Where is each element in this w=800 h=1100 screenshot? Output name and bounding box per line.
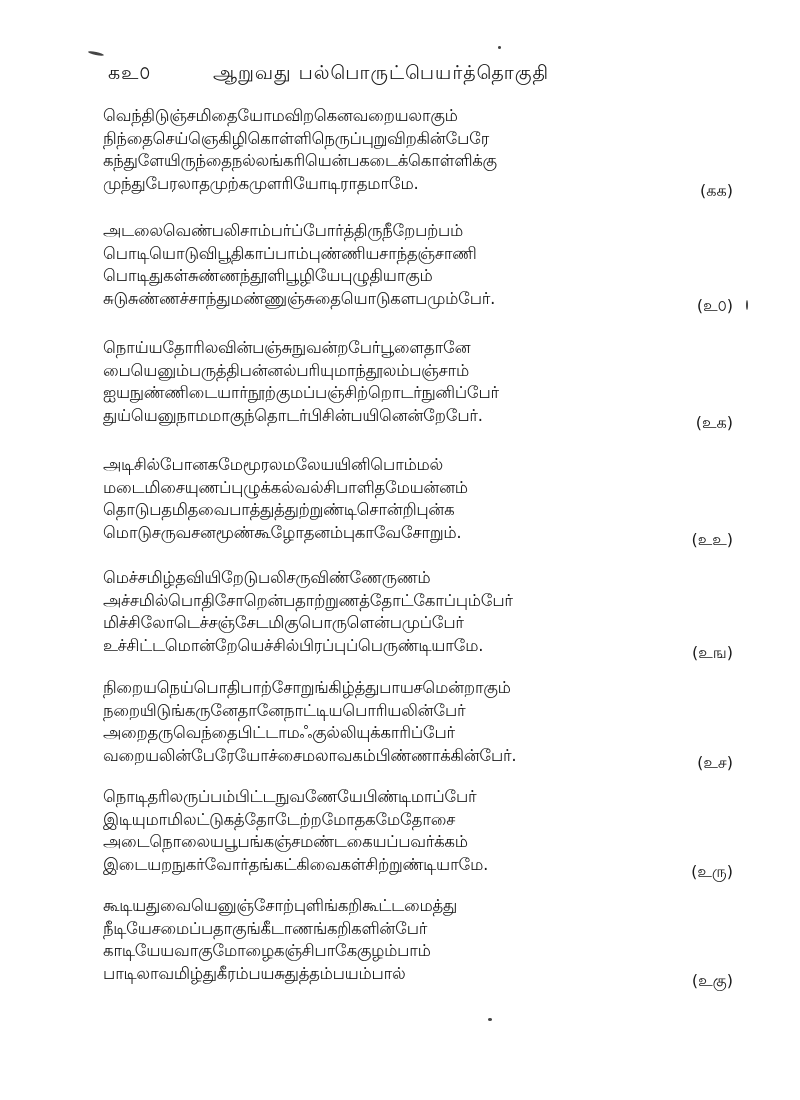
verse-line: மொடுசருவசனமூண்கூழோதனம்புகாவேசோறும். <box>103 522 462 542</box>
verse-line: காடியேயவாகுமோழைகஞ்சிபாகேகுழம்பாம் <box>103 941 431 960</box>
stanza-number: (உரு) <box>691 862 733 881</box>
stanza <box>103 105 743 200</box>
verse-line: நறையிடுங்கருனேதானேநாட்டியபொரியலின்பேர் <box>103 700 466 720</box>
ink-speck <box>488 1018 492 1021</box>
stanza <box>103 786 743 881</box>
verse-line: பொடியொடுவிபூதிகாப்பாம்புண்ணியசாந்தஞ்சாணி <box>103 243 477 263</box>
verse-line: உச்சிட்டமொன்றேயெச்சில்பிரப்புப்பெருண்டியாமே. <box>103 635 484 655</box>
verse-line: துய்யெனுநாமமாகுந்தொடர்பிசின்பயினென்றேபேர். <box>103 405 483 425</box>
verse-line: அடலைவெண்பலிசாம்பர்ப்போர்த்திருநீறேபற்பம் <box>103 221 464 240</box>
ink-speck <box>88 50 104 56</box>
stanza <box>103 677 743 772</box>
verse-line: ஐயநுண்ணிடையார்நூற்குமப்பஞ்சிற்றொடர்நுனிப்பேர் <box>103 383 499 402</box>
verse-line: பையெனும்பருத்திபன்னல்பரியுமாந்தூலம்பஞ்சாம் <box>103 360 470 380</box>
page-header <box>108 62 668 92</box>
verse-line: அறைதருவெந்தைபிட்டாமஃகுல்லியுக்காரிப்பேர் <box>103 723 455 742</box>
page-number: கஉ௦ <box>108 62 152 84</box>
verse-line: வறையலின்பேரேயோச்சைமலாவகம்பிண்ணாக்கின்பேர். <box>103 745 517 765</box>
verse-line: நீடியேசமைப்பதாகுங்கீடாணங்கறிகளின்பேர் <box>103 918 428 938</box>
verse-line: கூடியதுவையெனுஞ்சோற்புளிங்கறிகூட்டமைத்து <box>103 896 457 915</box>
verse-line: நிந்தைசெய்ஞெகிழிகொள்ளிநெருப்புறுவிறகின்பேரே <box>103 128 490 148</box>
stanza-number: (உங) <box>691 643 733 662</box>
verse-line: நொய்யதோரிலவின்பஞ்சுநுவன்றபேர்பூளைதானே <box>103 338 471 357</box>
verse-line: கந்துளேயிருந்தைநல்லங்கரியென்பகடைக்கொள்ளிக்கு <box>103 151 497 170</box>
stanza-number: (உ௦) <box>696 296 733 315</box>
verse-line: பொடிதுகள்சுண்ணந்தூளிபூழியேபுழுதியாகும் <box>103 266 433 285</box>
stanza-number: (உக) <box>695 413 733 432</box>
verse-line: தொடுபதமிதவைபாத்துத்துற்றுண்டிசொன்றிபுன்க <box>103 500 455 519</box>
ink-speck <box>746 300 748 310</box>
stanza <box>103 220 743 315</box>
verse-line: முந்துபேரலாதமுற்கமுளரியோடிராதமாமே. <box>103 173 419 193</box>
verse-line: நொடிதரிலருப்பம்பிட்டநுவணேயேபிண்டிமாப்பேர் <box>103 787 477 806</box>
verse-line: பாடிலாவமிழ்துகீரம்பயசுதுத்தம்பயம்பால் <box>103 963 406 983</box>
verse-line: சுடுசுண்ணச்சாந்துமண்ணுஞ்சுதையொடுகளபமும்பேர். <box>103 288 496 308</box>
ink-speck <box>498 46 501 49</box>
stanza <box>103 337 743 432</box>
verse-line: மடைமிசையுணப்புழுக்கல்வல்சிபாளிதமேயன்னம் <box>103 477 468 497</box>
verse-line: வெந்திடுஞ்சமிதையோமவிறகெனவறையலாகும் <box>103 106 458 125</box>
verse-line: அடைநொலையபூபங்கஞ்சமண்டகையப்பவர்க்கம் <box>103 832 468 851</box>
verse-line: அடிசில்போனகமேமூரலமலேயயினிபொம்மல் <box>103 455 443 474</box>
verse-line: மிச்சிலோடெச்சஞ்சேடமிகுபொருளென்பமுப்பேர் <box>103 613 464 632</box>
stanza <box>103 567 743 662</box>
stanza-number: (உச) <box>697 753 733 772</box>
stanza <box>103 454 743 549</box>
verse-line: இடையறநுகர்வோர்தங்கட்கிவைகள்சிற்றுண்டியாமே. <box>103 854 489 874</box>
stanza-number: (உஉ) <box>691 530 733 549</box>
stanza-number: (கக) <box>700 181 733 200</box>
stanza-number: (உகு) <box>691 971 733 990</box>
verse-line: அச்சமில்பொதிசோறென்பதாற்றுணத்தோட்கோப்பும்பேர் <box>103 590 513 610</box>
verse-line: நிறையநெய்பொதிபாற்சோறுங்கிழ்த்துபாயசமென்றாகும் <box>103 678 511 697</box>
verse-line: இடியுமாமிலட்டுகத்தோடேற்றமோதகமேதோசை <box>103 809 456 829</box>
verse-line: மெச்சமிழ்தவியிறேடுபலிசருவிண்ணேருணம் <box>103 568 431 587</box>
page-title: ஆறுவது பல்பொருட்பெயர்த்தொகுதி <box>213 62 550 84</box>
stanza <box>103 895 743 990</box>
